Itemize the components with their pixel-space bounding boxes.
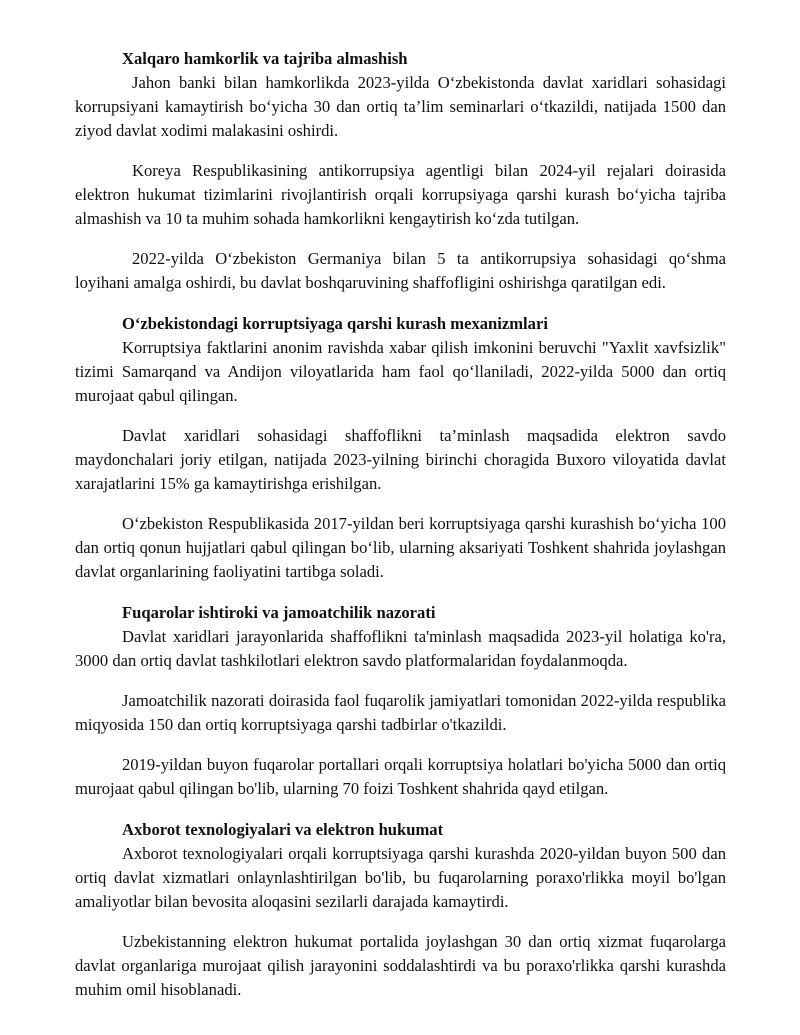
section-heading: Fuqarolar ishtiroki va jamoatchilik nazorati [122,603,436,622]
section-heading: Xalqaro hamkorlik va tajriba almashish [122,49,408,68]
paragraph: Uzbekistanning elektron hukumat portalida joylashgan 30 dan ortiq xizmat fuqarolarga davlat organlariga murojaat qilish jarayonini soddalashtirdi va bu poraxo'rlikka qarshi kurashda muhim omil hisoblanadi. [75,932,726,999]
paragraph: Davlat xaridlari jarayonlarida shaffoflikni ta'minlash maqsadida 2023-yil holatiga ko'ra, 3000 dan ortiq davlat tashkilotlari elektron savdo platformalaridan foydalanmoqda. [75,627,726,670]
section-citizen-participation [75,601,726,801]
paragraph: Axborot texnologiyalari orqali korruptsiyaga qarshi kurashda 2020-yildan buyon 500 dan ortiq davlat xizmatlari onlaynlashtirilgan bo'lib, bu fuqarolarning poraxo'rlikka moyil bo'lgan amaliyotlar bilan bevosita aloqasini sezilarli darajada kamaytirdi. [75,844,726,911]
section-heading: O‘zbekistondagi korruptsiyaga qarshi kurash mexanizmlari [122,314,548,333]
paragraph: Koreya Respublikasining antikorrupsiya agentligi bilan 2024-yil rejalari doirasida elektron hukumat tizimlarini rivojlantirish orqali korrupsiyaga qarshi kurash bo‘yicha tajriba almashish va 10 ta muhim sohada hamkorlikni kengaytirish ko‘zda tutilgan. [75,161,726,228]
section-international-cooperation [75,47,726,295]
section-anticorruption-mechanisms [75,312,726,584]
paragraph: 2019-yildan buyon fuqarolar portallari orqali korruptsiya holatlari bo'yicha 5000 dan ortiq murojaat qabul qilingan bo'lib, ularning 70 foizi Toshkent shahrida qayd etilgan. [75,755,726,798]
section-heading: Axborot texnologiyalari va elektron hukumat [122,820,444,839]
paragraph: 2022-yilda O‘zbekiston Germaniya bilan 5 ta antikorrupsiya sohasidagi qo‘shma loyihani amalga oshirdi, bu davlat boshqaruvining shaffofligini oshirishga qaratilgan edi. [75,249,726,292]
paragraph: Korruptsiya faktlarini anonim ravishda xabar qilish imkonini beruvchi "Yaxlit xavfsizlik" tizimi Samarqand va Andijon viloyatlarida ham faol qo‘llaniladi, 2022-yilda 5000 dan ortiq murojaat qabul qilingan. [75,338,726,405]
paragraph: O‘zbekiston Respublikasida 2017-yildan beri korruptsiyaga qarshi kurashish bo‘yicha 100 dan ortiq qonun hujjatlari qabul qilingan bo‘lib, ularning aksariyati Toshkent shahrida joylashgan davlat organlarining faoliyatini tartibga soladi. [75,514,726,581]
paragraph: Jahon banki bilan hamkorlikda 2023-yilda O‘zbekistonda davlat xaridlari sohasidagi korrupsiyani kamaytirish bo‘yicha 30 dan ortiq ta’lim seminarlari o‘tkazildi, natijada 1500 dan ziyod davlat xodimi malakasini oshirdi. [75,73,726,140]
section-it-e-government [75,818,726,1002]
paragraph: Jamoatchilik nazorati doirasida faol fuqarolik jamiyatlari tomonidan 2022-yilda respublika miqyosida 150 dan ortiq korruptsiyaga qarshi tadbirlar o'tkazildi. [75,691,726,734]
paragraph: Davlat xaridlari sohasidagi shaffoflikni ta’minlash maqsadida elektron savdo maydonchalari joriy etilgan, natijada 2023-yilning birinchi choragida Buxoro viloyatida davlat xarajatlarini 15% ga kamaytirishga erishilgan. [75,426,726,493]
